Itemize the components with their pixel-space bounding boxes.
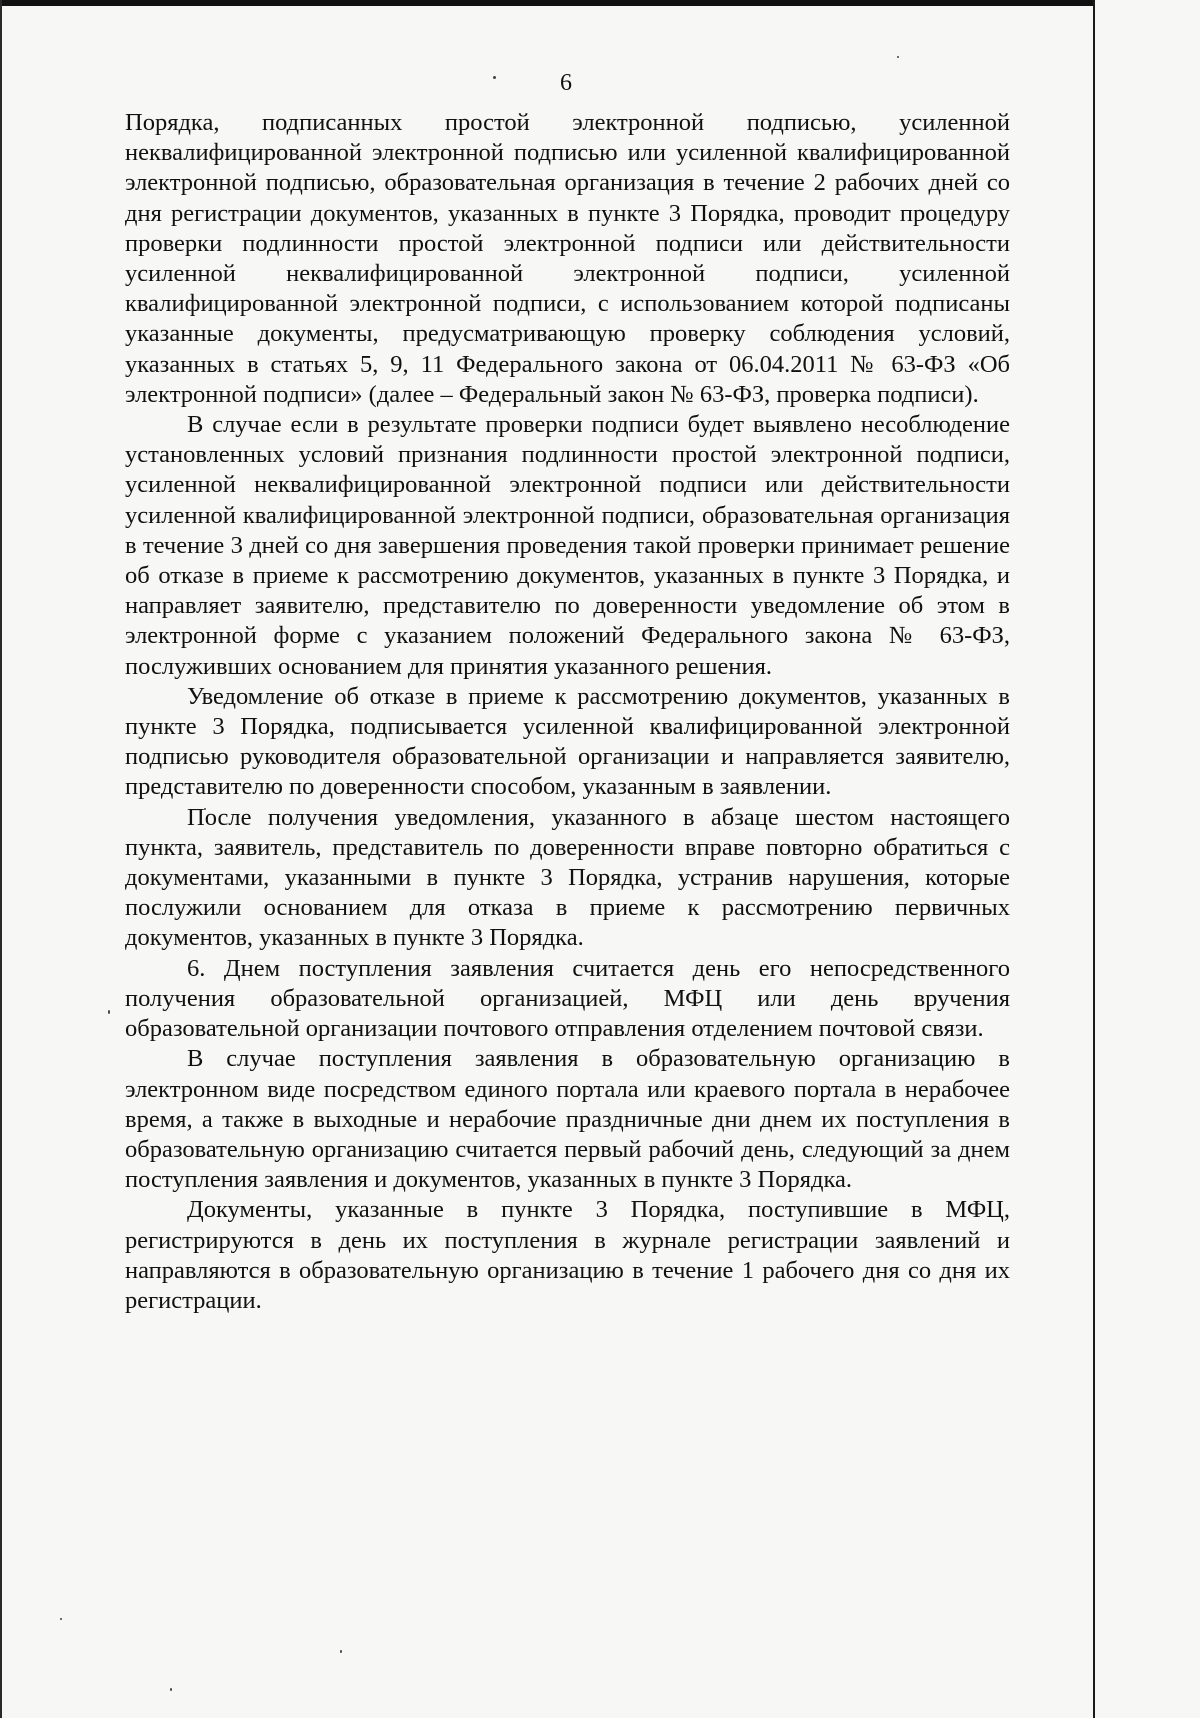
scan-speck <box>897 56 899 58</box>
scan-speck <box>170 1688 172 1691</box>
scan-border-left <box>0 0 2 1718</box>
page-number: 6 <box>560 70 572 96</box>
paragraph-5: 6. Днем поступления заявления считается день его непосредственного получения образовательной организацией, МФЦ или день вручения образовательной организации почтового отправления отделением почтовой связи. <box>125 954 1010 1043</box>
document-body <box>125 108 1010 1316</box>
scan-speck <box>60 1618 62 1620</box>
scan-border-right <box>1093 0 1095 1718</box>
scan-speck <box>340 1650 342 1653</box>
paragraph-1: Порядка, подписанных простой электронной подписью, усиленной неквалифицированной электронной подписью или усиленной квалифицированной электронной подписью, образовательная организация в течение 2 рабочих дней со дня регистрации документов, указанных в пункте 3 Порядка, проводит процедуру проверки подлинности простой электронной подписи или действительности усиленной неквалифицированной электронной подписи, усиленной квалифицированной электронной подписи, с использованием которой подписаны указанные документы, предусматривающую проверку соблюдения условий, указанных в статьях 5, 9, 11 Федерального закона от 06.04.2011 № 63-ФЗ «Об электронной подписи» (далее – Федеральный закон № 63-ФЗ, проверка подписи). <box>125 109 1010 408</box>
paragraph-3: Уведомление об отказе в приеме к рассмотрению документов, указанных в пункте 3 Порядка, подписывается усиленной квалифицированной электронной подписью руководителя образовательной организации и направляется заявителю, представителю по доверенности способом, указанным в заявлении. <box>125 682 1010 801</box>
scan-border-top <box>0 0 1093 6</box>
scan-speck <box>108 1010 110 1014</box>
paragraph-2: В случае если в результате проверки подписи будет выявлено несоблюдение установленных условий признания подлинности простой электронной подписи, усиленной неквалифицированной электронной подписи или действительности усиленной квалифицированной электронной подписи, образовательная организация в течение 3 дней со дня завершения проведения такой проверки принимает решение об отказе в приеме к рассмотрению документов, указанных в пункте 3 Порядка, и направляет заявителю, представителю по доверенности уведомление об этом в электронной форме с указанием положений Федерального закона № 63-ФЗ, послуживших основанием для принятия указанного решения. <box>125 411 1010 680</box>
paragraph-6: В случае поступления заявления в образовательную организацию в электронном виде посредством единого портала или краевого портала в нерабочее время, а также в выходные и нерабочие праздничные дни днем их поступления в образовательную организацию считается первый рабочий день, следующий за днем поступления заявления и документов, указанных в пункте 3 Порядка. <box>125 1045 1010 1194</box>
paragraph-4: После получения уведомления, указанного в абзаце шестом настоящего пункта, заявитель, представитель по доверенности вправе повторно обратиться с документами, указанными в пункте 3 Порядка, устранив нарушения, которые послужили основанием для отказа в приеме к рассмотрению первичных документов, указанных в пункте 3 Порядка. <box>125 803 1010 952</box>
paragraph-7: Документы, указанные в пункте 3 Порядка, поступившие в МФЦ, регистрируются в день их поступления в журнале регистрации заявлений и направляются в образовательную организацию в течение 1 рабочего дня со дня их регистрации. <box>125 1196 1010 1314</box>
